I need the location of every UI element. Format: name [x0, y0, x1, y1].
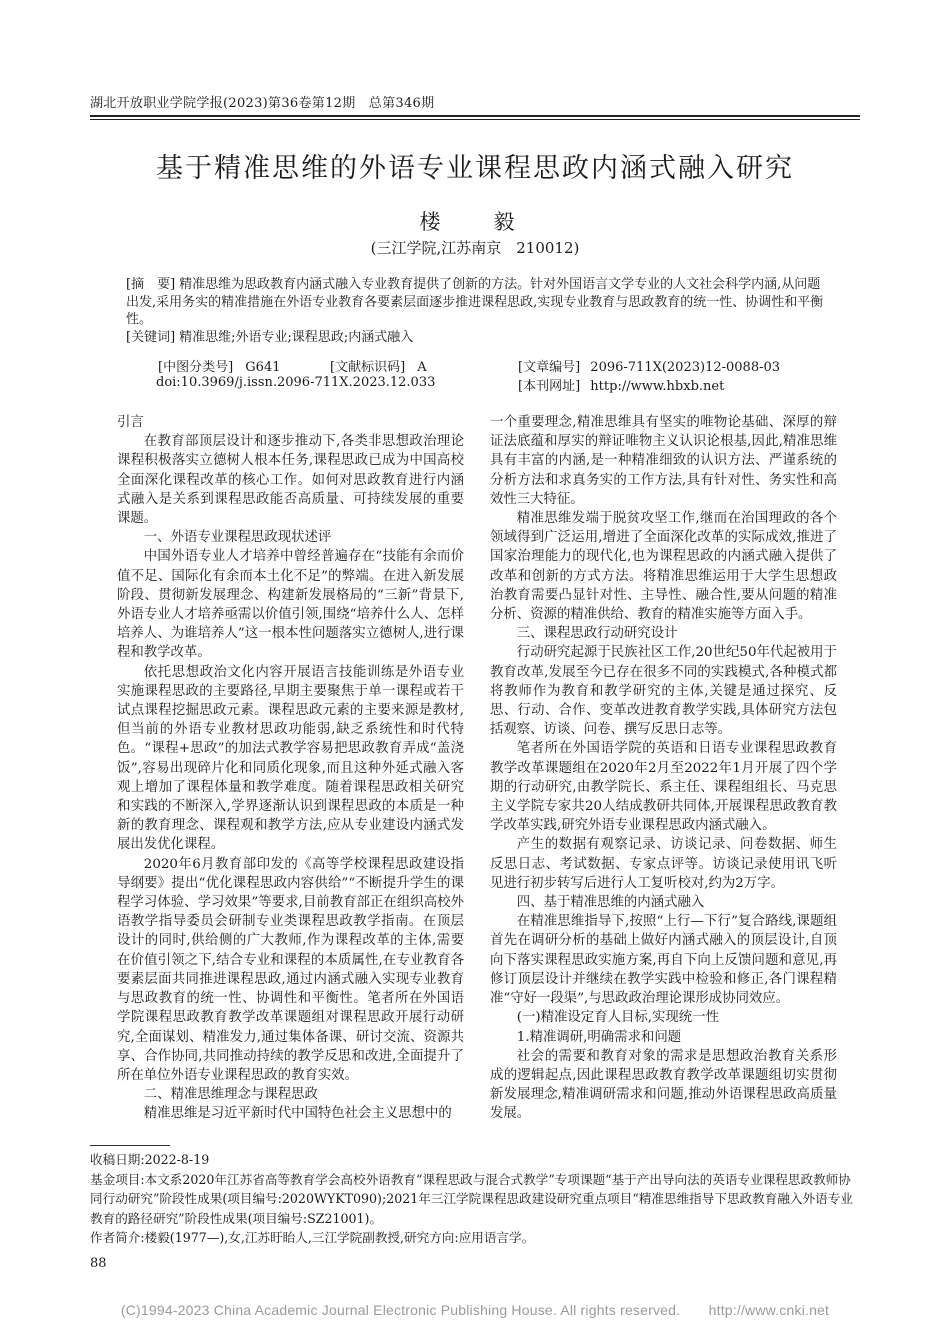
section-heading: 一、外语专业课程思政现状述评: [143, 530, 332, 546]
page-number: 88: [90, 1256, 107, 1271]
body-paragraph: 笔者所在外国语学院的英语和日语专业课程思政教育教学改革课题组在2020年2月至2022年1月开展了四个学期的行动研究,由教学院长、系主任、课程组组长、马克思主义学院专家共20人结成教研共同体,开展课程思政教育教学改革实践,研究外语专业课程思政内涵式融入。: [490, 741, 837, 834]
body-paragraph: 依托思想政治文化内容开展语言技能训练是外语专业实施课程思政的主要路径,早期主要聚焦于单一课程或若干试点课程挖掘思政元素。课程思政元素的主要来源是教材,但当前的外语专业教材思政功能弱,缺乏系统性和时代特色。“课程+思政”的加法式教学容易把思政教育弄成“盖浇饭”,容易出现碎片化和同质化现象,而且这种外延式融入客观上增加了课程体量和教学难度。随着课程思政相关研究和实践的不断深入,学界逐渐认识到课程思政的本质是一种新的教育理念、课程观和教学方法,应从专业建设内涵式发展出发优化课程。: [117, 664, 464, 853]
clc-value: G641: [245, 360, 281, 375]
copyright-watermark: (C)1994-2023 China Academic Journal Electronic Publishing House. All rights reserved. http://www.cnki.net: [120, 1302, 830, 1318]
doc-code-label: [文献标识码]: [330, 360, 406, 375]
body-paragraph: 在教育部顶层设计和逐步推动下,各类非思想政治理论课程积极落实立德树人根本任务,课程思政已成为中国高校全面深化课程改革的核心工作。如何对思政教育进行内涵式融入是关系到课程思政能否高质量、可持续发展的重要课题。: [117, 434, 464, 527]
author-bio: 作者简介:楼毅(1977—),女,江苏盱眙人,三江学院副教授,研究方向:应用语言学。: [90, 1230, 535, 1245]
article-number-line: [518, 356, 780, 375]
footnote-rule: [90, 1145, 170, 1146]
doi-line: doi:10.3969/j.issn.2096-711X.2023.12.033: [156, 375, 436, 390]
running-head: 湖北开放职业学院学报(2023)第36卷第12期 总第346期: [90, 96, 435, 111]
body-paragraph: 中国外语专业人才培养中曾经普遍存在“技能有余而价值不足、国际化有余而本土化不足”的弊端。在进入新发展阶段、贯彻新发展理念、构建新发展格局的“三新”背景下,外语专业人才培养亟需以价值引领,围绕“培养什么人、怎样培养人、为谁培养人”这一根本性问题落实立德树人,进行课程和教学改革。: [117, 549, 464, 661]
abstract-text: 精准思维为思政教育内涵式融入专业教育提供了创新的方法。针对外国语言文学专业的人文社会科学内涵,从问题出发,采用务实的精准措施在外语专业教育各要素层面逐步推进课程思政,实现专业教育与思政教育的统一性、协调性和平衡性。: [126, 277, 824, 327]
article-affiliation: (三江学院,江苏南京 210012): [370, 239, 580, 257]
body-left-column: [117, 413, 464, 1124]
doc-code-value: A: [417, 360, 427, 375]
body-paragraph: 2020年6月教育部印发的《高等学校课程思政建设指导纲要》提出“优化课程思政内容供给”“不断提升学生的课程学习体验、学习效果”等要求,目前教育部正在组织高校外语教学指导委员会研制专业类课程思政教学指南。在顶层设计的同时,供给侧的广大教师,作为课程改革的主体,需要在价值引领之下,结合专业和课程的本质属性,在专业教育各要素层面共同推进课程思政,通过内涵式融入实现专业教育与思政教育的统一性、协调性和平衡性。笔者所在外国语学院课程思政教育教学改革课题组对课程思政开展行动研究,全面谋划、精准发力,通过集体备课、研讨交流、资源共享、合作协同,共同推动持续的教学反思和改进,全面提升了所在单位外语专业课程思政的教育实效。: [117, 856, 464, 1083]
section-heading: 四、基于精准思维的内涵式融入: [516, 895, 705, 911]
body-paragraph: 精准思维是习近平新时代中国特色社会主义思想中的: [143, 1106, 452, 1122]
fund-note: 基金项目:本文系2020年江苏省高等教育学会高校外语教育“课程思政与混合式教学”专项课题“基于产出导向法的英语专业课程思政教师协同行动研究”阶段性成果(项目编号:2020WYKT090);2021年三江学院课程思政建设研究重点项目“精准思维指导下思政教育融入外语专业教育的路径研究”阶段性成果(项目编号:SZ21001)。: [90, 1171, 853, 1226]
section-heading: 引言: [117, 415, 144, 430]
article-author: 楼 毅: [419, 210, 531, 234]
header-rule-top: [90, 115, 860, 117]
abstract-block: [126, 276, 826, 346]
footnotes-block: [90, 1150, 860, 1248]
journal-url-label: [本刊网址]: [518, 379, 581, 394]
doc-code-line: [330, 356, 427, 375]
body-paragraph: 在精准思维指导下,按照“上行—下行”复合路线,课题组首先在调研分析的基础上做好内涵式融入的顶层设计,自顶向下落实课程思政实施方案,再自下向上反馈问题和意见,再修订顶层设计并继续在教学实践中检验和修正,各门课程精准“守好一段渠”,与思政政治理论课形成协同效应。: [490, 914, 837, 1007]
clc-line: [158, 356, 281, 375]
header-rule-bottom: [90, 119, 860, 120]
section-heading: 三、课程思政行动研究设计: [516, 626, 678, 642]
subsection-heading: (一)精准设定育人目标,实现统一性: [516, 1010, 719, 1026]
clc-label: [中图分类号]: [158, 360, 234, 375]
body-paragraph: 产生的数据有观察记录、访谈记录、问卷数据、师生反思日志、考试数据、专家点评等。访谈记录使用讯飞听见进行初步转写后进行人工复听校对,约为2万字。: [490, 837, 837, 891]
body-paragraph: 一个重要理念,精准思维具有坚实的唯物论基础、深厚的辩证法底蕴和厚实的辩证唯物主义认识论根基,因此,精准思维具有丰富的内涵,是一种精准细致的认识方法、严谨系统的分析方法和求真务实的工作方法,具有针对性、务实性和高效性三大特征。: [490, 415, 837, 507]
journal-url-value: http://www.hbxb.net: [590, 379, 725, 394]
article-number-value: 2096-711X(2023)12-0088-03: [590, 360, 781, 375]
received-date: 收稿日期:2022-8-19: [90, 1152, 210, 1167]
section-heading: 二、精准思维理念与课程思政: [143, 1087, 318, 1103]
abstract-label: [摘 要]: [126, 277, 176, 292]
journal-url-line: [518, 375, 724, 394]
body-paragraph: 精准思维发端于脱贫攻坚工作,继而在治国理政的各个领域得到广泛运用,增进了全面深化改革的实际成效,推进了国家治理能力的现代化,也为课程思政的内涵式融入提供了改革和创新的方式方法。将精准思维运用于大学生思想政治教育需要凸显针对性、主导性、融合性,要从问题的精准分析、资源的精准供给、教育的精准实施等方面入手。: [490, 511, 837, 623]
body-paragraph: 社会的需要和教育对象的需求是思想政治教育关系形成的逻辑起点,因此课程思政教育教学改革课题组切实贯彻新发展理念,精准调研需求和问题,推动外语课程思政高质量发展。: [490, 1048, 837, 1122]
subsection-heading: 1.精准调研,明确需求和问题: [516, 1029, 682, 1045]
article-title: 基于精准思维的外语专业课程思政内涵式融入研究: [156, 153, 794, 184]
keywords-label: [关键词]: [126, 329, 176, 345]
article-number-label: [文章编号]: [518, 360, 581, 375]
body-paragraph: 行动研究起源于民族社区工作,20世纪50年代起被用于教育改革,发展至今已存在很多不同的实践模式,各种模式都将教师作为教育和教学研究的主体,关键是通过探究、反思、行动、合作、变革改进教育教学实践,具体研究方法包括观察、访谈、问卷、撰写反思日志等。: [490, 645, 837, 738]
body-right-column: [490, 413, 837, 1124]
keywords-text: 精准思维;外语专业;课程思政;内涵式融入: [179, 329, 414, 345]
